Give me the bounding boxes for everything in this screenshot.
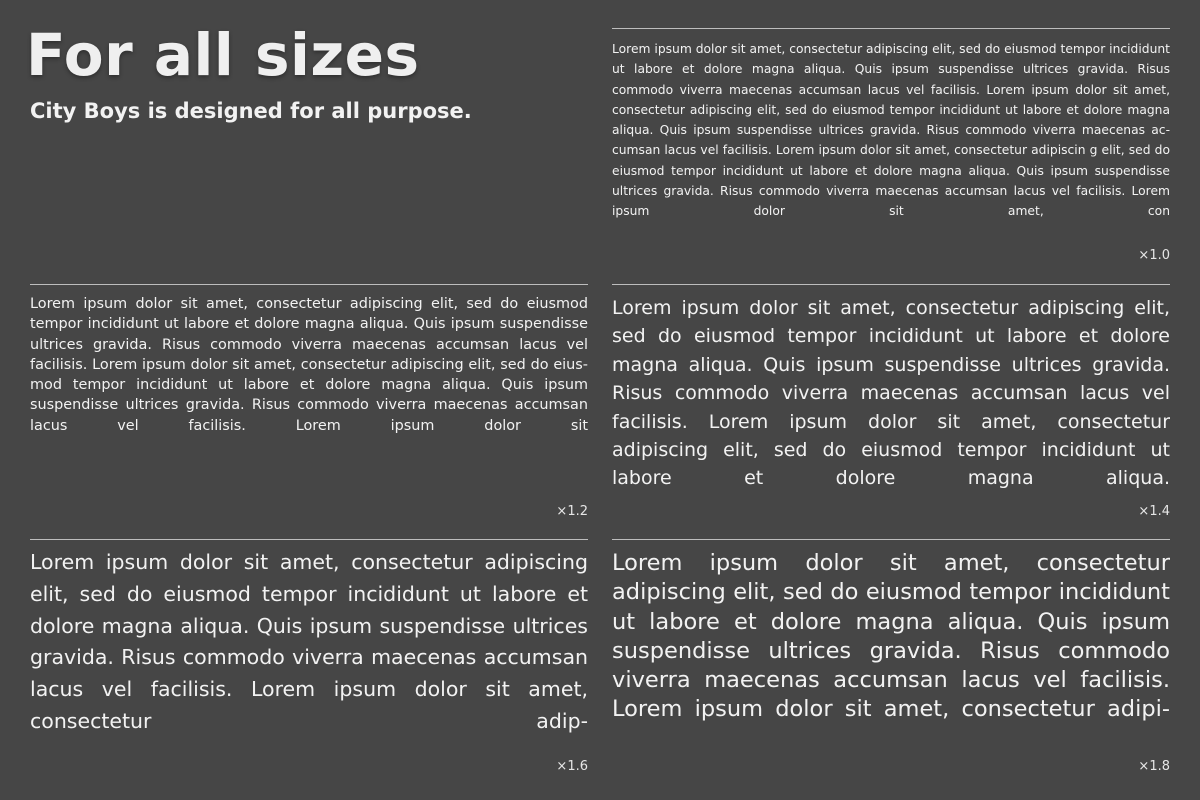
page-title: For all sizes [26,21,420,89]
sample-text: Lorem ipsum dolor sit amet, consectetur adipiscing elit, sed do eiusmod tempor incididunt ut labore et dolore magna aliqua. Quis ipsum suspendisse ultrices gravida. Risus commodo viverra maecenas accumsan lacus vel facilisis. Lorem ipsum dolor sit amet, consectetur adipiscing elit, sed do eiusmod tempor incididunt ut labore et dolore magna aliqua. Quis ipsum suspendisse ultrices gravida. Risus commodo viverra maecenas accumsan lacus vel facilisis. Lorem ipsum dolor sit [30,296,588,434]
page-subtitle: City Boys is designed for all purpose. [30,99,472,123]
sample-text: Lorem ipsum dolor sit amet, consectetur adipiscing elit, sed do eiusmod tempor incididunt ut labore et dolore magna aliqua. Quis ipsum suspendisse ultrices gravida. Risus commodo viverra maecenas accumsan lacus vel facilisis. Lorem ipsum dolor sit amet, consectetur adip- [30,550,588,733]
sample-text: Lorem ipsum dolor sit amet, consectetur adipiscing elit, sed do eiusmod tempor incididunt ut labore et dolore magna aliqua. Quis ipsum suspendisse ultrices gravida. Risus commodo viverra maecenas accumsan lacus vel facilisis. Lorem ipsum dolor sit amet, consectetur adipiscing elit, sed do eiusmod tempor incididunt ut labore et dolore magna aliqua. Quis ipsum suspendisse ultrices gravida. Risus commodo viverra maecenas accumsan lacus vel facilisis. Lorem ipsum dolor sit amet, consectetur adipiscin g elit, sed do eiusmod tempor incididunt ut labore et dolore magna aliqua. Quis ipsum suspendisse ultrices gravida. Risus commodo viverra maecenas accumsan lacus vel facilisis. Lorem ipsum dolor sit amet, con [612,42,1170,219]
size-sample-1-8 [612,539,1170,775]
scale-label: ×1.6 [556,759,588,774]
scale-label: ×1.8 [1138,759,1170,774]
sample-text: Lorem ipsum dolor sit amet, consectetur adipiscing elit, sed do eiusmod tempor incididunt ut labore et dolore magna aliqua. Quis ipsum suspendisse ultrices gravida. Risus commodo viverra maecenas accumsan lacus vel facilisis. Lorem ipsum dolor sit amet, consectetur adipiscing elit, sed do eiusmod tempor incididunt ut labore et dolore magna aliqua. [612,297,1170,490]
sample-text: Lorem ipsum dolor sit amet, consectetur adipiscing elit, sed do eiusmod tempor incididunt ut labore et dolore magna aliqua. Quis ipsum suspendisse ultrices gravida. Risus commodo viverra maecenas accumsan lacus vel facilisis. Lorem ipsum dolor sit amet, consectetur adipi- [612,550,1170,723]
size-sample-1-2 [30,284,588,520]
size-sample-1-0 [612,28,1170,264]
scale-label: ×1.4 [1138,504,1170,519]
size-sample-1-4 [612,284,1170,520]
scale-label: ×1.0 [1138,248,1170,263]
size-sample-1-6 [30,539,588,775]
scale-label: ×1.2 [556,504,588,519]
